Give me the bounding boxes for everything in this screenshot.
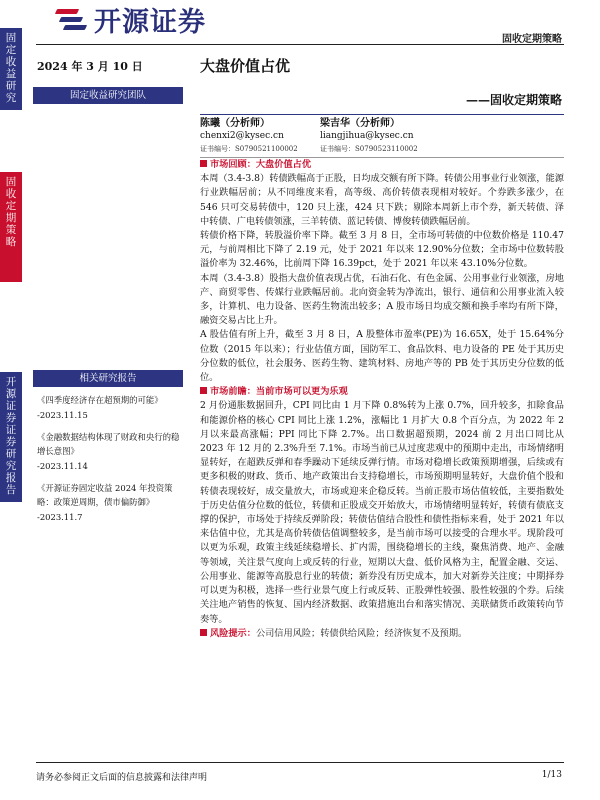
team-label: 固定收益研究团队 bbox=[33, 87, 183, 104]
logo-icon bbox=[54, 5, 88, 33]
section-heading: 市场前瞻：当前市场可以更为乐观 bbox=[200, 385, 564, 399]
related-report-date: -2023.11.7 bbox=[37, 512, 83, 522]
body-paragraph: A 股估值有所上升，截至 3 月 8 日，A 股整体市盈率(PE)为 16.65X，处于 15.64%分位数（2015 年以来）；行业估值方面，国防军工、食品饮料、电力设备的 PE 处于其历史分位数的低位，社会服务、医药生物、建筑材料、房地产等的 PB 处于其历史分位数的低位。 bbox=[200, 329, 564, 384]
related-reports-list bbox=[37, 393, 183, 532]
analyst-card bbox=[200, 117, 298, 156]
bullet-square-icon bbox=[200, 160, 207, 167]
risk-text: 公司信用风险；转债供给风险；经济恢复不及预期。 bbox=[255, 627, 468, 639]
section-heading: 市场回顾：大盘价值占优 bbox=[200, 158, 564, 172]
report-body bbox=[200, 158, 564, 641]
report-date: 2024 年 3 月 10 日 bbox=[37, 60, 143, 73]
related-reports-heading: 相关研究报告 bbox=[33, 370, 183, 387]
body-paragraph: 2 月份通胀数据回升，CPI 同比由 1 月下降 0.8%转为上涨 0.7%，回升较多，扣除食品和能源价格的核心 CPI 同比上涨 1.2%，涨幅比 1 月扩大 0.8 个百分点，为 2022 年 2 月以来最高涨幅；PPI 同比下降 2.7%。出口数据超预期，2024 前 2 月出口同比从 2023 年 12 月的 2.3%升至 7.1%。市场当前已从过度悲观中的预期中走出，市场情绪明显转好，在超跌反弹和春季躁动下延续反弹行情。市场对稳增长政策预期增强，后续或有更多积极的财政、货币、地产政策出台支持稳增长，市场预期明显转好，大盘价值个股和转债表现较好，成交量放大，市场或迎来企稳反转。当前正股市场估值较低，主要指数处于历史估值分位数的低位，转债和正股成交开始放大，市场情绪明显转好，转债有债底支撑的保护，市场处于持续反弹阶段；转债估值结合股性和债性指标来看，处于 2021 年以来估值中位，尤其是高价转债估值调整较多，是当前市场可以接受的合理水平。现阶段可以更为乐观，政策主线延续稳增长、扩内需，围绕稳增长的主线，聚焦消费、地产、金融等领域，关注景气度向上或反转的行业，短期以大盘、低价风格为主，配置金融、交运、公用事业、能源等高股息行业的转债；新券没有历史成本，加大对新券关注度；中期择券可以更为积极，选择一些行业景气度上行或反转、正股弹性较强、股性较强的个券。后续关注地产销售的恢复、国内经济数据、政策措施出台和落实情况、美联储货币政策转向节奏等。 bbox=[200, 400, 564, 625]
report-subtitle: ——固收定期策略 bbox=[465, 93, 562, 107]
section-heading: 风险提示：公司信用风险；转债供给风险；经济恢复不及预期。 bbox=[200, 627, 564, 641]
footer-divider bbox=[36, 762, 564, 763]
analyst-cert: 证书编号：S0790523110002 bbox=[320, 145, 418, 153]
header-divider bbox=[36, 44, 564, 45]
analyst-card bbox=[320, 117, 418, 156]
side-tab-strategy: 固 收 定 期 策 略 bbox=[0, 172, 22, 282]
related-report-title[interactable]: 《金融数据结构体现了财政和央行的稳增长意图》 bbox=[37, 432, 180, 456]
analyst-name: 梁吉华（分析师） bbox=[320, 118, 400, 129]
body-paragraph: 本周（3.4-3.8）股指大盘价值表现占优，石油石化、有色金属、公用事业行业领涨，房地产、商贸零售、传媒行业跌幅居前。北向资金转为净流出，银行、通信和公用事业流入较多，计算机、电力设备、医药生物流出较多；A 股市场日均成交额和换手率均有所下降，融资交易占比上升。 bbox=[200, 272, 564, 327]
analyst-email[interactable]: chenxi2@kysec.cn bbox=[200, 131, 284, 141]
analyst-email[interactable]: liangjihua@kysec.cn bbox=[320, 131, 414, 141]
analyst-cert: 证书编号：S0790521100002 bbox=[200, 145, 298, 153]
brand-logo bbox=[54, 2, 206, 36]
body-paragraph: 本周（3.4-3.8）转债跌幅高于正股，日均成交额有所下降。转债公用事业行业领涨，能源行业跌幅居前；从不同维度来看，高等级、高价转债表现相对较好。个券跌多涨少，在 546 只可交易转债中，120 只上涨，424 只下跌；剔除本周新上市个券，新天转债、泽中转债、广电转债领涨，三羊转债、蓝记转债、博俊转债跌幅居前。 bbox=[200, 173, 564, 227]
body-paragraph: 转债价格下降，转股溢价率下降。截至 3 月 8 日，全市场可转债的中位数价格是 110.47 元，与前周相比下降了 2.19 元，处于 2021 年以来 12.90%分位数；全市场中位数转股溢价率为 32.46%，比前周下降 16.39pct，处于 2021 年以来 43.10%分位数。 bbox=[200, 230, 564, 270]
side-tab-research-report: 开 源 证 券 证 券 研 究 报 告 bbox=[0, 372, 22, 502]
logo-text: 开源证券 bbox=[94, 6, 206, 38]
related-report-date: -2023.11.14 bbox=[37, 461, 88, 471]
side-tab-fixed-income: 固 定 收 益 研 究 bbox=[0, 28, 22, 110]
related-report-date: -2023.11.15 bbox=[37, 410, 88, 420]
analyst-name: 陈曦（分析师） bbox=[200, 118, 270, 129]
related-report-title[interactable]: 《四季度经济存在超预期的可能》 bbox=[37, 395, 163, 405]
footer-disclaimer: 请务必参阅正文后面的信息披露和法律声明 bbox=[36, 773, 208, 783]
page-number: 1/13 bbox=[541, 770, 562, 780]
bullet-square-icon bbox=[200, 629, 207, 636]
report-type-label: 固收定期策略 bbox=[502, 34, 562, 45]
title-divider bbox=[200, 114, 564, 115]
report-title: 大盘价值占优 bbox=[200, 57, 291, 75]
related-report-title[interactable]: 《开源证券固定收益 2024 年投资策略：政策逆周期，债市偏防御》 bbox=[37, 483, 173, 507]
bullet-square-icon bbox=[200, 387, 207, 394]
